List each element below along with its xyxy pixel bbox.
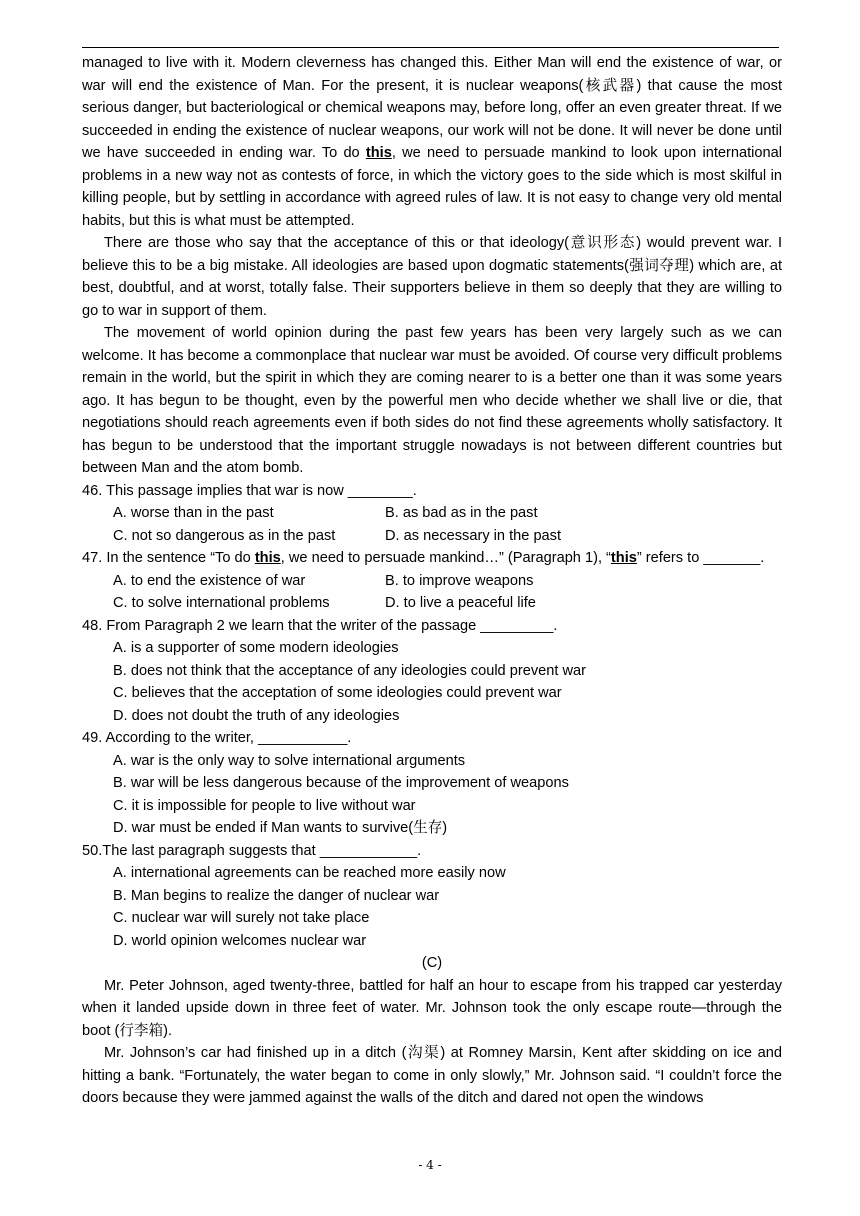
option-a: A. to end the existence of war (113, 572, 306, 589)
option-b: B. war will be less dangerous because of the improvement of weapons (113, 775, 569, 791)
option-c: C. not so dangerous as in the past (113, 527, 336, 544)
underlined-this: this (610, 550, 637, 566)
option-b: B. to improve weapons (385, 572, 534, 589)
underlined-this: this (365, 145, 392, 161)
question-50-stem: 50.The last paragraph suggests that ____________. (82, 842, 422, 859)
passage-paragraph-3: The movement of world opinion during the past few years has been very largely such as we can welcome. It has become a commonplace that nuclear war must be avoided. Of course very difficult problems remain in the world, but the spirit in which they are coming nearer to is a better one than it was some years ago. It has begun to be thought, even by the powerful men who decide whether we shall live or die, that negotiations should reach agreements even if both sides do not find these agreements wholly satisfactory. It has begun to be understood that the important struggle nowadays is not between different countries but between Man and the atom bomb. (82, 325, 782, 476)
question-46-options (82, 502, 782, 547)
option-c: C. believes that the acceptation of some ideologies could prevent war (113, 685, 562, 701)
question-47-stem: 47. In the sentence “To do this, we need to persuade mankind…” (Paragraph 1), “this” refers to _______. (82, 550, 765, 566)
option-d: D. to live a peaceful life (385, 595, 536, 611)
option-c: C. nuclear war will surely not take place (113, 910, 370, 926)
option-a: A. worse than in the past (113, 505, 274, 521)
option-d: D. does not doubt the truth of any ideologies (113, 707, 400, 724)
option-b: B. Man begins to realize the danger of nuclear war (113, 887, 440, 904)
option-d: D. as necessary in the past (385, 527, 562, 544)
passage-c-paragraph-1: Mr. Peter Johnson, aged twenty-three, battled for half an hour to escape from his trapped car yesterday when it landed upside down in three feet of water. Mr. Johnson took the only escape route—through the boot (行李箱). (82, 977, 782, 1039)
option-a: A. is a supporter of some modern ideologies (113, 640, 399, 656)
option-b: B. does not think that the acceptance of any ideologies could prevent war (113, 662, 586, 679)
passage-paragraph-1: managed to live with it. Modern cleverness has changed this. Either Man will end the existence of war, or war will end the existence of Man. For the present, it is nuclear weapons(核武器) that cause the most serious danger, but bacteriological or chemical weapons may, before long, offer an even greater threat. If we succeeded in ending the existence of nuclear weapons, our work will not be done. It will never be done until we have succeeded in ending war. To do this, we need to persuade mankind to look upon international problems in a new way not as contests of force, in which the victory goes to the side which is most skilful in killing people, but by settling in accordance with agreed rules of law. It is not easy to change very old mental habits, but this is what must be attempted. (82, 55, 782, 229)
option-d: D. war must be ended if Man wants to survive(生存) (113, 820, 448, 836)
option-b: B. as bad as in the past (385, 505, 538, 521)
question-47-options (82, 570, 782, 615)
question-49-stem: 49. According to the writer, ___________. (82, 730, 352, 746)
option-c: C. it is impossible for people to live without war (113, 797, 416, 814)
passage-paragraph-2: There are those who say that the acceptance of this or that ideology(意识形态) would prevent war. I believe this to be a big mistake. All ideologies are based upon dogmatic statements(强词夺理) which are, at best, doubtful, and at worst, totally false. Their supporters believe in them so deeply that they are willing to go to war in support of them. (82, 235, 782, 319)
option-a: A. war is the only way to solve international arguments (113, 752, 466, 769)
question-48-stem: 48. From Paragraph 2 we learn that the writer of the passage _________. (82, 617, 558, 634)
passage-c-paragraph-2: Mr. Johnson’s car had finished up in a ditch (沟渠) at Romney Marsin, Kent after skidding on ice and hitting a bank. “Fortunately, the water began to come in only slowly,” Mr. Johnson said. “I couldn’t force the doors because they were jammed against the walls of the ditch and dared not open the windows (82, 1045, 782, 1106)
option-a: A. international agreements can be reached more easily now (113, 865, 506, 881)
question-46-stem: 46. This passage implies that war is now ________. (82, 482, 417, 499)
page-content (82, 52, 782, 1110)
underlined-this: this (254, 550, 281, 566)
option-d: D. world opinion welcomes nuclear war (113, 932, 367, 949)
section-heading: (C) (421, 955, 443, 971)
header-rule (82, 47, 779, 48)
page-number: - 4 - (418, 1158, 442, 1172)
option-c: C. to solve international problems (113, 595, 330, 611)
